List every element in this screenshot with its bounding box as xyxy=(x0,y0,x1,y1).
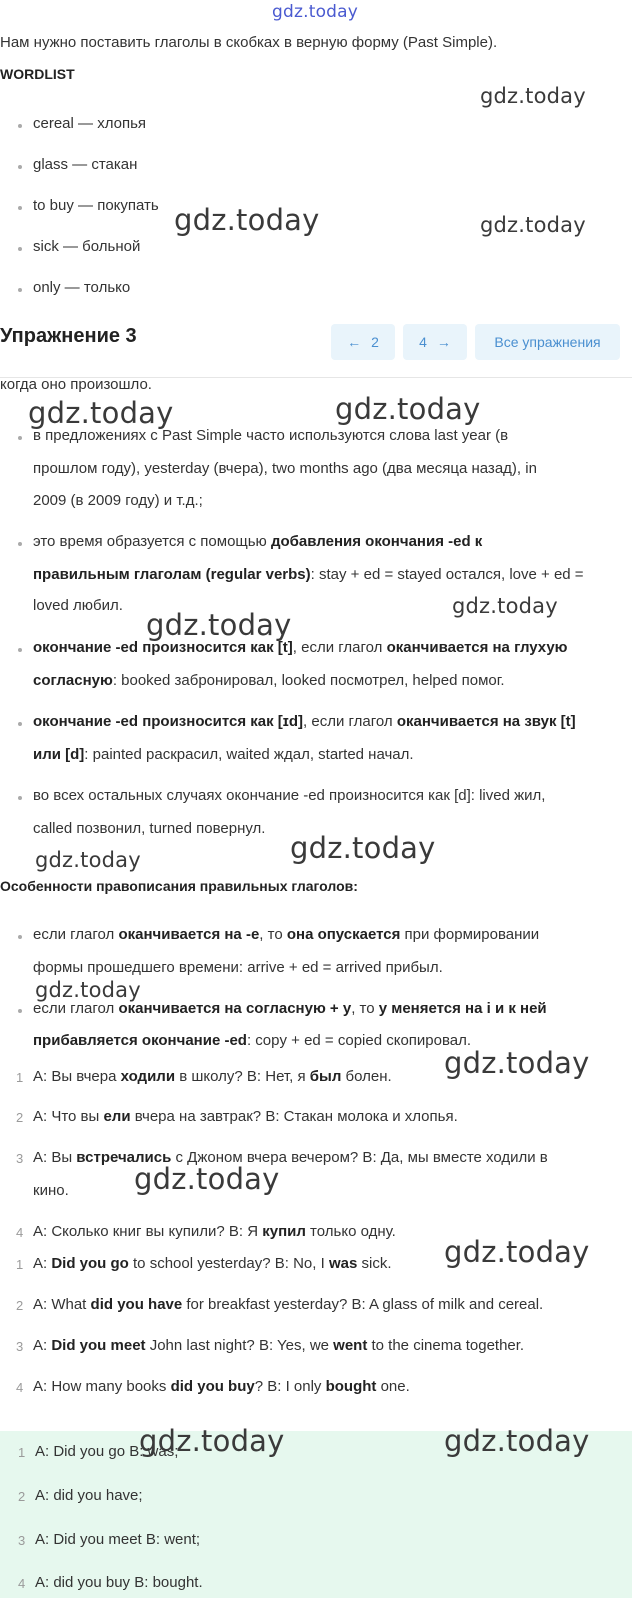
prev-exercise-button[interactable] xyxy=(331,324,395,360)
spelling-title: Особенности правописания правильных глаголов: xyxy=(0,878,358,894)
spelling-text: формы прошедшего времени: arrive + ed = arrived прибыл. xyxy=(33,959,443,976)
bullet xyxy=(18,436,22,440)
translation-line: A: Вы вчера ходили в школу? B: Нет, я был болен. xyxy=(33,1068,392,1085)
watermark: gdz.today xyxy=(139,1424,285,1458)
watermark: gdz.today xyxy=(146,608,292,642)
watermark: gdz.today xyxy=(480,213,586,237)
watermark: gdz.today xyxy=(452,594,558,618)
item-number: 4 xyxy=(16,1380,24,1395)
next-exercise-label: 4 xyxy=(419,334,427,350)
wordlist-item: sick — больной xyxy=(33,238,141,255)
wordlist-item: to buy — покупать xyxy=(33,197,159,214)
theory-text: во всех остальных случаях окончание -ed произносится как [d]: lived жил, xyxy=(33,787,546,804)
answer-text: A: did you have; xyxy=(35,1487,143,1504)
answer-text: A: Did you meet B: went; xyxy=(35,1531,201,1548)
theory-text: loved любил. xyxy=(33,597,123,614)
watermark: gdz.today xyxy=(480,84,586,108)
item-number: 2 xyxy=(16,1298,24,1313)
answer-number: 4 xyxy=(18,1576,26,1591)
watermark: gdz.today xyxy=(444,1046,590,1080)
theory-line: окончание -ed произносится как [t], если глагол оканчивается на глухую xyxy=(33,639,568,656)
theory-line: согласную: booked забронировал, looked посмотрел, helped помог. xyxy=(33,672,505,689)
bullet xyxy=(18,722,22,726)
watermark: gdz.today xyxy=(28,396,174,430)
wordlist-item: only — только xyxy=(33,279,131,296)
theory-text: 2009 (в 2009 году) и т.д.; xyxy=(33,492,203,509)
bullet xyxy=(18,935,22,939)
english-line: A: What did you have for breakfast yesterday? B: A glass of milk and cereal. xyxy=(33,1296,544,1313)
bullet xyxy=(18,288,22,292)
bullet xyxy=(18,796,22,800)
answer-number: 1 xyxy=(18,1445,26,1460)
bullet xyxy=(18,1009,22,1013)
bullet xyxy=(18,247,22,251)
bullet xyxy=(18,648,22,652)
item-number: 1 xyxy=(16,1070,24,1085)
theory-line: окончание -ed произносится как [ɪd], если глагол оканчивается на звук [t] xyxy=(33,713,576,730)
spelling-line: если глагол оканчивается на -е, то она опускается при формировании xyxy=(33,926,540,943)
watermark: gdz.today xyxy=(444,1235,590,1269)
english-line: A: Did you meet John last night? B: Yes, we went to the cinema together. xyxy=(33,1337,525,1354)
prev-exercise-label: 2 xyxy=(371,334,379,350)
english-line: A: Did you go to school yesterday? B: No, I was sick. xyxy=(33,1255,392,1272)
bullet xyxy=(18,165,22,169)
translation-line: A: Сколько книг вы купили? B: Я купил только одну. xyxy=(33,1223,396,1240)
spelling-line: если глагол оканчивается на согласную + y, то y меняется на i и к ней xyxy=(33,1000,547,1017)
watermark: gdz.today xyxy=(290,831,436,865)
arrow-right-icon: → xyxy=(436,334,451,350)
wordlist-item: glass — стакан xyxy=(33,156,138,173)
theory-text: прошлом году), yesterday (вчера), two months ago (два месяца назад), in xyxy=(33,460,537,477)
item-number: 2 xyxy=(16,1110,24,1125)
exercise-title: Упражнение 3 xyxy=(0,325,137,347)
theory-line: это время образуется с помощью добавления окончания -ed к xyxy=(33,533,483,550)
all-exercises-label: Все упражнения xyxy=(494,334,601,350)
watermark: gdz.today xyxy=(174,203,320,237)
bullet xyxy=(18,206,22,210)
wordlist-item: cereal — хлопья xyxy=(33,115,147,132)
arrow-left-icon: ← xyxy=(347,334,362,350)
bullet xyxy=(18,124,22,128)
answer-number: 3 xyxy=(18,1533,26,1548)
item-number: 3 xyxy=(16,1339,24,1354)
item-number: 1 xyxy=(16,1257,24,1272)
bullet xyxy=(18,542,22,546)
theory-line: правильным глаголам (regular verbs): stay + ed = stayed остался, love + ed = xyxy=(33,566,584,583)
theory-text: когда оно произошло. xyxy=(0,376,152,393)
translation-line: A: Что вы ели вчера на завтрак? B: Стакан молока и хлопья. xyxy=(33,1108,458,1125)
watermark: gdz.today xyxy=(35,848,141,872)
english-line: A: How many books did you buy? B: I only bought one. xyxy=(33,1378,410,1395)
watermark: gdz.today xyxy=(335,392,481,426)
answer-text: A: Did you go B: was; xyxy=(35,1443,179,1460)
item-number: 3 xyxy=(16,1151,24,1166)
theory-text: в предложениях с Past Simple часто используются слова last year (в xyxy=(33,427,509,444)
next-exercise-button[interactable] xyxy=(403,324,467,360)
watermark: gdz.today xyxy=(134,1162,280,1196)
theory-line: или [d]: painted раскрасил, waited ждал, started начал. xyxy=(33,746,414,763)
watermark: gdz.today xyxy=(35,978,141,1002)
watermark: gdz.today xyxy=(444,1424,590,1458)
all-exercises-button[interactable] xyxy=(475,324,620,360)
wordlist-title: WORDLIST xyxy=(0,66,75,82)
theory-text: called позвонил, turned повернул. xyxy=(33,820,266,837)
spelling-line: прибавляется окончание -ed: copy + ed = copied скопировал. xyxy=(33,1032,472,1049)
answer-number: 2 xyxy=(18,1489,26,1504)
item-number: 4 xyxy=(16,1225,24,1240)
intro-text: Нам нужно поставить глаголы в скобках в верную форму (Past Simple). xyxy=(0,34,498,51)
translation-text: кино. xyxy=(33,1182,69,1199)
translation-line: A: Вы встречались с Джоном вчера вечером? B: Да, мы вместе ходили в xyxy=(33,1149,548,1166)
watermark: gdz.today xyxy=(272,2,359,22)
answer-text: A: did you buy B: bought. xyxy=(35,1574,203,1591)
